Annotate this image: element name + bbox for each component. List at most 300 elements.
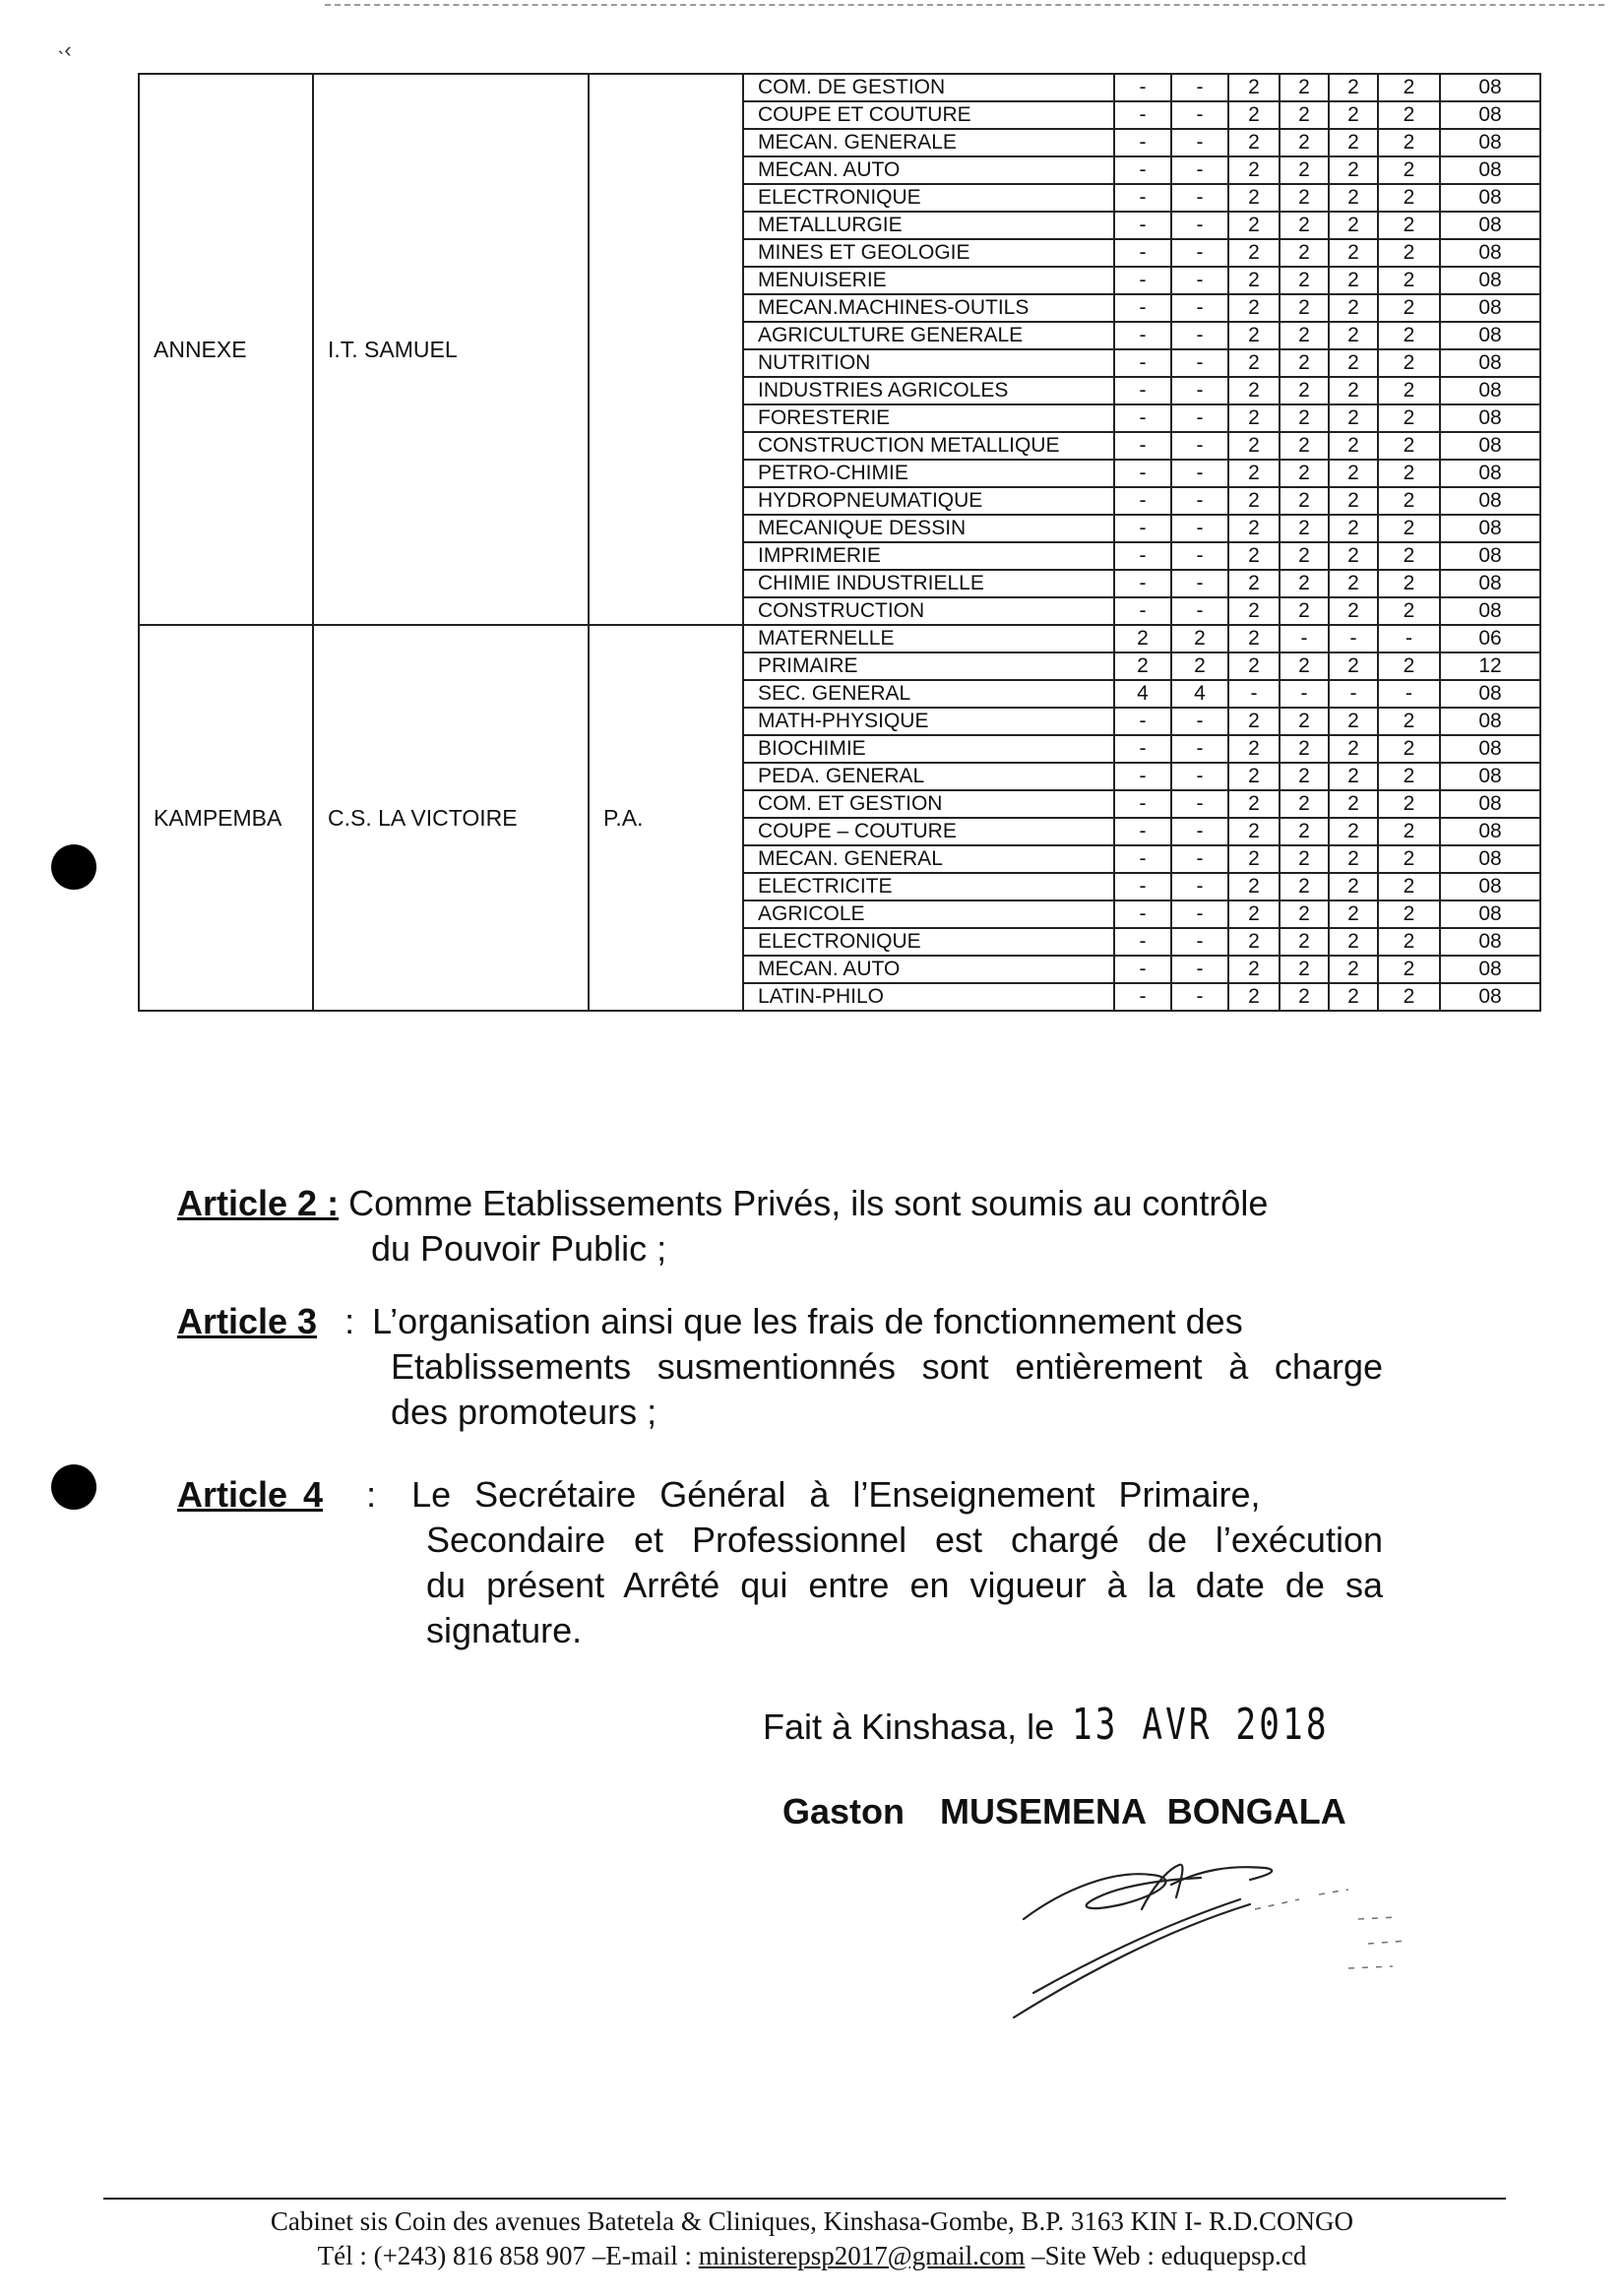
scan-top-rule [325,4,1604,6]
scan-mark: ˴‹ [57,37,72,62]
class-count-cell: 2 [1228,708,1280,735]
signer-last-name: MUSEMENA BONGALA [940,1791,1346,1831]
class-count-cell: 2 [1228,101,1280,129]
class-count-cell: 2 [1114,625,1171,652]
class-count-cell: 2 [1378,294,1440,322]
total-cell: 08 [1440,515,1540,542]
class-count-cell: - [1114,735,1171,763]
class-count-cell: - [1171,184,1228,212]
option-label-cell: SEC. GENERAL [743,680,1114,708]
group-place-cell: KAMPEMBA [139,625,313,1011]
class-count-cell: - [1114,74,1171,101]
class-count-cell: 2 [1280,129,1329,156]
article-4-line-3: du présent Arrêté qui entre en vigueur à la date de sa [426,1565,1383,1605]
option-label-cell: MINES ET GEOLOGIE [743,239,1114,267]
article-3-separator: : [344,1301,355,1341]
class-count-cell: 2 [1329,432,1378,460]
class-count-cell: 2 [1378,983,1440,1011]
class-count-cell: 2 [1378,487,1440,515]
total-cell: 08 [1440,790,1540,818]
total-cell: 08 [1440,267,1540,294]
option-label-cell: NUTRITION [743,349,1114,377]
class-count-cell: - [1114,515,1171,542]
total-cell: 08 [1440,322,1540,349]
class-count-cell: 2 [1378,818,1440,845]
class-count-cell: 2 [1228,790,1280,818]
class-count-cell: 2 [1329,349,1378,377]
footer-address: Cabinet sis Coin des avenues Batetela & Cliniques, Kinshasa-Gombe, B.P. 3163 KIN I- R.D.CONGO [270,2206,1354,2236]
class-count-cell: - [1171,156,1228,184]
class-count-cell: 2 [1378,845,1440,873]
signing-place-date [763,1700,1403,1750]
class-count-cell: 2 [1378,184,1440,212]
footer-phone: Tél : (+243) 816 858 907 –E-mail : [317,2241,699,2270]
class-count-cell: 2 [1378,735,1440,763]
class-count-cell: - [1114,377,1171,404]
class-count-cell: 2 [1378,129,1440,156]
total-cell: 06 [1440,625,1540,652]
class-count-cell: 2 [1329,652,1378,680]
article-4-text: Le Secrétaire Général à l’Enseignement Primaire, [411,1474,1261,1515]
class-count-cell: 2 [1171,652,1228,680]
class-count-cell: 2 [1228,404,1280,432]
total-cell: 08 [1440,818,1540,845]
class-count-cell: 2 [1280,239,1329,267]
footer-email-link[interactable]: ministerepsp2017@gmail.com [698,2241,1026,2270]
class-count-cell: 2 [1280,652,1329,680]
class-count-cell: 2 [1280,515,1329,542]
class-count-cell: 4 [1171,680,1228,708]
option-label-cell: BIOCHIMIE [743,735,1114,763]
footer-rule [103,2198,1506,2200]
option-label-cell: PEDA. GENERAL [743,763,1114,790]
class-count-cell: 2 [1228,487,1280,515]
class-count-cell: - [1114,294,1171,322]
class-count-cell: - [1114,542,1171,570]
punch-hole-mark [51,1464,96,1510]
group-school-cell: C.S. LA VICTOIRE [313,625,589,1011]
class-count-cell: 2 [1329,129,1378,156]
class-count-cell: 2 [1228,129,1280,156]
date-stamp: 13 AVR 2018 [1072,1700,1330,1750]
class-count-cell: 2 [1280,404,1329,432]
class-count-cell: 2 [1329,735,1378,763]
class-count-cell: 2 [1228,983,1280,1011]
class-count-cell: 2 [1280,542,1329,570]
article-3-line-3: des promoteurs ; [391,1392,657,1432]
article-4 [177,1472,1383,1653]
class-count-cell: 2 [1228,652,1280,680]
total-cell: 08 [1440,487,1540,515]
class-count-cell: - [1114,212,1171,239]
class-count-cell: 2 [1329,515,1378,542]
class-count-cell: - [1114,570,1171,597]
class-count-cell: 2 [1228,212,1280,239]
class-count-cell: 2 [1280,432,1329,460]
option-label-cell: MECAN. AUTO [743,156,1114,184]
total-cell: 08 [1440,570,1540,597]
class-count-cell: - [1329,625,1378,652]
class-count-cell: - [1114,404,1171,432]
class-count-cell: - [1171,515,1228,542]
article-4-line-1 [177,1472,1383,1518]
class-count-cell: - [1171,570,1228,597]
class-count-cell: - [1171,928,1228,956]
class-count-cell: - [1114,873,1171,900]
class-count-cell: 2 [1329,74,1378,101]
class-count-cell: 2 [1280,349,1329,377]
class-count-cell: 2 [1280,184,1329,212]
signer-name [782,1791,1346,1832]
class-count-cell: - [1280,625,1329,652]
class-count-cell: 2 [1329,708,1378,735]
class-count-cell: 2 [1378,790,1440,818]
class-count-cell: - [1171,487,1228,515]
total-cell: 08 [1440,294,1540,322]
footer-contact [0,2239,1624,2272]
total-cell: 08 [1440,597,1540,625]
class-count-cell: 2 [1378,322,1440,349]
class-count-cell: 2 [1378,377,1440,404]
class-count-cell: 2 [1329,404,1378,432]
class-count-cell: 2 [1228,322,1280,349]
class-count-cell: 2 [1280,267,1329,294]
option-label-cell: COM. ET GESTION [743,790,1114,818]
article-2-text: Comme Etablissements Privés, ils sont soumis au contrôle [348,1183,1269,1223]
class-count-cell: 2 [1228,873,1280,900]
option-label-cell: MECANIQUE DESSIN [743,515,1114,542]
total-cell: 08 [1440,156,1540,184]
class-count-cell: - [1171,101,1228,129]
total-cell: 12 [1440,652,1540,680]
class-count-cell: 2 [1228,349,1280,377]
class-count-cell: - [1171,129,1228,156]
schools-table-body [139,74,1540,1011]
option-label-cell: AGRICOLE [743,900,1114,928]
option-label-cell: MATERNELLE [743,625,1114,652]
class-count-cell: - [1114,956,1171,983]
article-2 [177,1181,1383,1272]
class-count-cell: - [1114,156,1171,184]
class-count-cell: 2 [1329,928,1378,956]
class-count-cell: - [1228,680,1280,708]
option-label-cell: MECAN. AUTO [743,956,1114,983]
schools-table [138,73,1541,1012]
total-cell: 08 [1440,404,1540,432]
class-count-cell: 2 [1228,460,1280,487]
article-3-heading: Article 3 [177,1301,318,1341]
class-count-cell: - [1114,818,1171,845]
class-count-cell: - [1171,708,1228,735]
class-count-cell: 2 [1329,570,1378,597]
class-count-cell: - [1114,101,1171,129]
class-count-cell: 2 [1280,570,1329,597]
class-count-cell: 2 [1228,267,1280,294]
class-count-cell: 2 [1378,763,1440,790]
option-label-cell: METALLURGIE [743,212,1114,239]
total-cell: 08 [1440,212,1540,239]
article-4-line-2: Secondaire et Professionnel est chargé de l’exécution [426,1520,1383,1560]
class-count-cell: - [1171,542,1228,570]
signer-first-name: Gaston [782,1791,906,1831]
class-count-cell: 2 [1280,763,1329,790]
class-count-cell: 2 [1280,708,1329,735]
total-cell: 08 [1440,101,1540,129]
class-count-cell: 2 [1329,267,1378,294]
class-count-cell: 2 [1378,404,1440,432]
class-count-cell: 2 [1228,763,1280,790]
option-label-cell: ELECTRICITE [743,873,1114,900]
article-4-separator: : [366,1474,377,1515]
footer-website: –Site Web : eduquepsp.cd [1025,2241,1307,2270]
article-3-line-1 [177,1299,1383,1344]
class-count-cell: 2 [1280,818,1329,845]
class-count-cell: 2 [1280,487,1329,515]
option-label-cell: CONSTRUCTION [743,597,1114,625]
total-cell: 08 [1440,349,1540,377]
total-cell: 08 [1440,432,1540,460]
class-count-cell: - [1114,460,1171,487]
class-count-cell: - [1329,680,1378,708]
class-count-cell: 2 [1228,184,1280,212]
class-count-cell: 2 [1228,956,1280,983]
class-count-cell: - [1114,349,1171,377]
article-2-line-1 [177,1181,1383,1226]
class-count-cell: 2 [1280,956,1329,983]
class-count-cell: 2 [1378,101,1440,129]
class-count-cell: - [1171,956,1228,983]
class-count-cell: 2 [1378,956,1440,983]
class-count-cell: 2 [1228,377,1280,404]
class-count-cell: 2 [1329,487,1378,515]
group-school-cell: I.T. SAMUEL [313,74,589,625]
total-cell: 08 [1440,928,1540,956]
class-count-cell: 2 [1171,625,1228,652]
class-count-cell: 2 [1228,818,1280,845]
class-count-cell: - [1114,432,1171,460]
total-cell: 08 [1440,763,1540,790]
class-count-cell: 2 [1228,900,1280,928]
option-label-cell: ELECTRONIQUE [743,184,1114,212]
class-count-cell: - [1114,322,1171,349]
article-3-line-2: Etablissements susmentionnés sont entièrement à charge [391,1346,1383,1387]
class-count-cell: 2 [1228,156,1280,184]
class-count-cell: 2 [1280,790,1329,818]
option-label-cell: CONSTRUCTION METALLIQUE [743,432,1114,460]
group-regime-cell: P.A. [589,625,743,1011]
class-count-cell: - [1114,790,1171,818]
option-label-cell: FORESTERIE [743,404,1114,432]
group-regime-cell [589,74,743,625]
class-count-cell: - [1114,487,1171,515]
class-count-cell: - [1171,349,1228,377]
class-count-cell: 2 [1378,652,1440,680]
class-count-cell: - [1171,818,1228,845]
class-count-cell: 2 [1329,212,1378,239]
option-label-cell: PETRO-CHIMIE [743,460,1114,487]
article-4-line-4: signature. [426,1610,583,1650]
option-label-cell: AGRICULTURE GENERALE [743,322,1114,349]
class-count-cell: 2 [1280,900,1329,928]
class-count-cell: - [1114,763,1171,790]
class-count-cell: 2 [1329,790,1378,818]
class-count-cell: - [1171,597,1228,625]
punch-hole-mark [51,844,96,890]
option-label-cell: MECAN. GENERALE [743,129,1114,156]
class-count-cell: 2 [1329,322,1378,349]
option-label-cell: MENUISERIE [743,267,1114,294]
class-count-cell: - [1171,404,1228,432]
class-count-cell: 2 [1280,735,1329,763]
class-count-cell: - [1171,267,1228,294]
total-cell: 08 [1440,873,1540,900]
total-cell: 08 [1440,239,1540,267]
class-count-cell: 2 [1329,184,1378,212]
option-label-cell: MATH-PHYSIQUE [743,708,1114,735]
article-3 [177,1299,1383,1435]
class-count-cell: - [1171,212,1228,239]
total-cell: 08 [1440,708,1540,735]
class-count-cell: 2 [1280,156,1329,184]
class-count-cell: 2 [1329,542,1378,570]
class-count-cell: - [1114,928,1171,956]
option-label-cell: MECAN. GENERAL [743,845,1114,873]
class-count-cell: 2 [1329,956,1378,983]
class-count-cell: - [1114,184,1171,212]
option-label-cell: CHIMIE INDUSTRIELLE [743,570,1114,597]
option-label-cell: COM. DE GESTION [743,74,1114,101]
class-count-cell: 2 [1329,763,1378,790]
class-count-cell: 2 [1329,597,1378,625]
class-count-cell: - [1171,432,1228,460]
class-count-cell: 2 [1378,515,1440,542]
class-count-cell: 2 [1329,983,1378,1011]
class-count-cell: 2 [1329,294,1378,322]
class-count-cell: - [1114,983,1171,1011]
class-count-cell: 2 [1228,570,1280,597]
class-count-cell: 2 [1280,377,1329,404]
class-count-cell: 2 [1329,101,1378,129]
class-count-cell: 2 [1280,983,1329,1011]
class-count-cell: - [1171,873,1228,900]
class-count-cell: - [1114,845,1171,873]
class-count-cell: 2 [1378,212,1440,239]
signing-place: Fait à Kinshasa, le [763,1706,1055,1747]
total-cell: 08 [1440,460,1540,487]
class-count-cell: 2 [1280,597,1329,625]
class-count-cell: 2 [1228,597,1280,625]
class-count-cell: 2 [1329,377,1378,404]
total-cell: 08 [1440,956,1540,983]
option-label-cell: ELECTRONIQUE [743,928,1114,956]
class-count-cell: 4 [1114,680,1171,708]
class-count-cell: - [1171,983,1228,1011]
class-count-cell: 2 [1114,652,1171,680]
class-count-cell: 2 [1378,928,1440,956]
class-count-cell: 2 [1378,349,1440,377]
class-count-cell: 2 [1378,708,1440,735]
class-count-cell: 2 [1280,928,1329,956]
class-count-cell: - [1114,239,1171,267]
class-count-cell: 2 [1378,570,1440,597]
class-count-cell: - [1171,322,1228,349]
class-count-cell: 2 [1329,818,1378,845]
class-count-cell: - [1171,763,1228,790]
option-label-cell: COUPE ET COUTURE [743,101,1114,129]
class-count-cell: - [1114,129,1171,156]
option-label-cell: LATIN-PHILO [743,983,1114,1011]
group-place-cell: ANNEXE [139,74,313,625]
option-label-cell: MECAN.MACHINES-OUTILS [743,294,1114,322]
class-count-cell: 2 [1378,432,1440,460]
class-count-cell: 2 [1378,239,1440,267]
class-count-cell: - [1114,597,1171,625]
class-count-cell: 2 [1228,74,1280,101]
option-label-cell: INDUSTRIES AGRICOLES [743,377,1114,404]
class-count-cell: 2 [1280,845,1329,873]
total-cell: 08 [1440,184,1540,212]
class-count-cell: 2 [1228,735,1280,763]
option-label-cell: IMPRIMERIE [743,542,1114,570]
class-count-cell: - [1171,294,1228,322]
class-count-cell: 2 [1378,597,1440,625]
class-count-cell: - [1171,239,1228,267]
class-count-cell: 2 [1378,542,1440,570]
class-count-cell: 2 [1329,239,1378,267]
class-count-cell: - [1171,790,1228,818]
option-label-cell: HYDROPNEUMATIQUE [743,487,1114,515]
class-count-cell: 2 [1378,460,1440,487]
class-count-cell: 2 [1228,239,1280,267]
class-count-cell: - [1114,267,1171,294]
total-cell: 08 [1440,735,1540,763]
handwritten-signature [1004,1850,1427,2027]
class-count-cell: 2 [1228,845,1280,873]
class-count-cell: - [1171,460,1228,487]
class-count-cell: - [1378,625,1440,652]
class-count-cell: 2 [1378,156,1440,184]
class-count-cell: 2 [1329,460,1378,487]
class-count-cell: 2 [1329,845,1378,873]
class-count-cell: 2 [1329,900,1378,928]
class-count-cell: 2 [1228,515,1280,542]
class-count-cell: - [1114,708,1171,735]
class-count-cell: - [1280,680,1329,708]
article-2-heading: Article 2 : [177,1183,340,1223]
class-count-cell: 2 [1280,460,1329,487]
total-cell: 08 [1440,845,1540,873]
total-cell: 08 [1440,74,1540,101]
table-row [139,625,1540,652]
article-3-text: L’organisation ainsi que les frais de fonctionnement des [372,1301,1243,1341]
class-count-cell: - [1114,900,1171,928]
total-cell: 08 [1440,983,1540,1011]
total-cell: 08 [1440,680,1540,708]
class-count-cell: 2 [1378,873,1440,900]
class-count-cell: 2 [1280,74,1329,101]
class-count-cell: 2 [1228,542,1280,570]
table-row [139,74,1540,101]
class-count-cell: 2 [1280,212,1329,239]
class-count-cell: 2 [1228,432,1280,460]
class-count-cell: 2 [1329,156,1378,184]
total-cell: 08 [1440,377,1540,404]
total-cell: 08 [1440,900,1540,928]
class-count-cell: - [1171,377,1228,404]
class-count-cell: 2 [1228,928,1280,956]
class-count-cell: - [1171,74,1228,101]
class-count-cell: 2 [1228,294,1280,322]
